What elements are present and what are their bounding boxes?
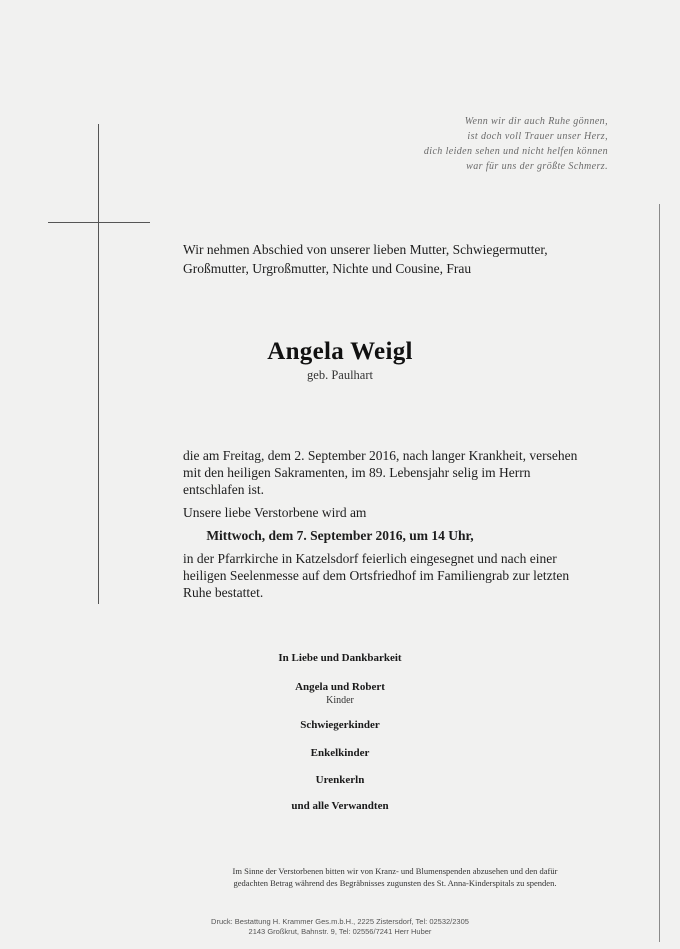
mourners-relatives: und alle Verwandten xyxy=(291,800,389,812)
printer-imprint xyxy=(0,917,680,937)
death-notice xyxy=(183,447,605,498)
poem-line: Wenn wir dir auch Ruhe gönnen, xyxy=(464,116,608,127)
mourners-heading: In Liebe und Dankbarkeit xyxy=(278,652,402,664)
funeral-date: Mittwoch, dem 7. September 2016, um 14 Uhr, xyxy=(206,528,474,543)
donation-line: gedachten Betrag während des Begräbnisses zugunsten des St. Anna-Kinderspitals zu spenden. xyxy=(233,877,557,888)
mourners-in-laws: Schwiegerkinder xyxy=(300,719,380,731)
poem xyxy=(288,114,608,174)
funeral-announce: Unsere liebe Verstorbene wird am xyxy=(183,505,367,520)
deceased-name: Angela Weigl xyxy=(267,338,413,365)
birth-name: geb. Paulhart xyxy=(307,368,373,382)
burial-line: heiligen Seelenmesse auf dem Ortsfriedhof im Familiengrab zur letzten xyxy=(183,568,570,583)
right-border-line xyxy=(659,204,660,942)
death-line: mit den heiligen Sakramenten, im 89. Lebensjahr selig im Herrn xyxy=(183,465,531,480)
mourners-great-grandchildren: Urenkerln xyxy=(315,774,365,786)
printer-line: 2143 Großkrut, Bahnstr. 9, Tel: 02556/7241 Herr Huber xyxy=(248,927,432,936)
poem-line: war für uns der größte Schmerz. xyxy=(466,161,608,172)
death-line: die am Freitag, dem 2. September 2016, nach langer Krankheit, versehen xyxy=(183,448,578,463)
burial-line: Ruhe bestattet. xyxy=(183,585,264,600)
printer-line: Druck: Bestattung H. Krammer Ges.m.b.H., 2225 Zistersdorf, Tel: 02532/2305 xyxy=(211,917,469,926)
burial-line: in der Pfarrkirche in Katzelsdorf feierlich eingesegnet und nach einer xyxy=(183,551,557,566)
death-line: entschlafen ist. xyxy=(183,482,264,497)
mourners-grandchildren: Enkelkinder xyxy=(310,747,370,759)
poem-line: ist doch voll Trauer unser Herz, xyxy=(467,131,608,142)
donation-line: Im Sinne der Verstorbenen bitten wir von Kranz- und Blumenspenden abzusehen und den dafür xyxy=(232,866,558,876)
mourners-children: Angela und Robert xyxy=(295,681,385,693)
mourners-children-label: Kinder xyxy=(326,695,354,706)
farewell-intro xyxy=(183,240,605,278)
intro-line: Großmutter, Urgroßmutter, Nichte und Cousine, Frau xyxy=(183,261,472,276)
intro-line: Wir nehmen Abschied von unserer lieben Mutter, Schwiegermutter, xyxy=(183,242,548,257)
poem-line: dich leiden sehen und nicht helfen können xyxy=(423,146,608,157)
cross-horizontal-bar xyxy=(48,222,150,223)
donation-note xyxy=(190,866,600,889)
burial-details xyxy=(183,550,605,601)
